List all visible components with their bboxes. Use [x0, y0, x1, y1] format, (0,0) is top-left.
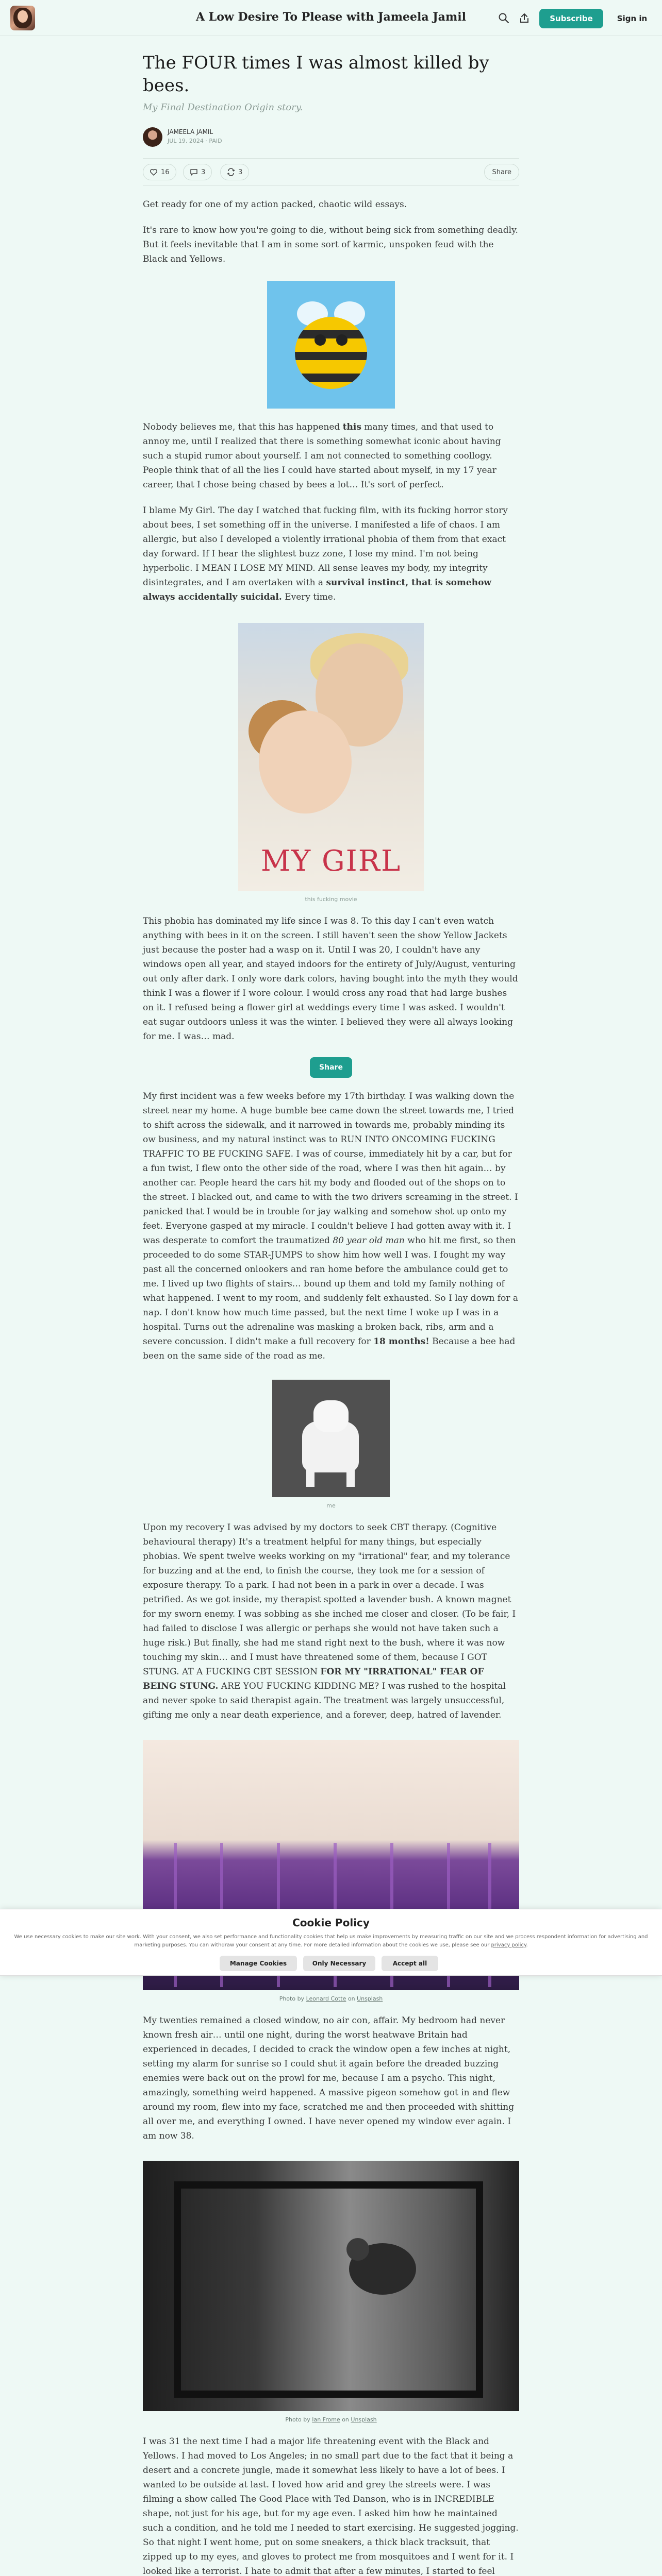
comment-count: 3	[201, 168, 206, 176]
photo-credit: Photo by Leonard Cotte on Unsplash	[279, 1995, 383, 2002]
top-bar	[0, 0, 662, 36]
heart-icon	[150, 168, 158, 176]
paragraph: This phobia has dominated my life since I was 8. To this day I can't even watch anything with bees in it on the screen. I still haven't seen the show Yellow Jackets just because the poster had a wasp on it. Until I was 20, I couldn't have any windows open all year, and stayed indoors for the entirety of July/August, venturing out only after dark. I only wore dark colors, having bought into the myth they would think I was a flower if I wore colour. I would cross any road that had large bushes on it. I refused being a flower girl at weddings every time I was asked. I wouldn't eat sugar outdoors unless it was the winter. I believed they were all always looking for me. I was… mad.	[143, 916, 518, 1042]
paragraph: Get ready for one of my action packed, chaotic wild essays.	[143, 199, 407, 210]
paragraph: I was 31 the next time I had a major life threatening event with the Black and Yellows. I had moved to Los Angeles; in no small part due to the fact that it being a desert and a concrete jungle, made it somewhat less likely to have a lot of bees. I wanted to be outside at last. I loved how arid and grey the streets were. I was filming a show called The Good Place with Ted Danson, who is in INCREDIBLE shape, not just for his age, but for my age even. I asked him how he maintained such a condition, and he told me I needed to start exercising. He suggested jogging. So that night I went home, put on some sneakers, a thick black tracksuit, that zipped up to my eyes, and gloves to protect me from mosquitoes and I went for it. I looked like a terrorist. I hate to admit that after a few minutes, I started to feel	[143, 2436, 519, 2576]
post-body	[143, 197, 519, 2576]
photographer-link[interactable]: Leonard Cotte	[306, 1995, 346, 2002]
accept-all-button[interactable]: Accept all	[382, 1956, 438, 1971]
cookie-title: Cookie Policy	[292, 1917, 370, 1929]
comment-icon	[190, 168, 198, 176]
image-caption: this fucking movie	[305, 896, 357, 903]
article	[143, 52, 519, 2576]
like-button[interactable]	[143, 164, 176, 180]
cookie-text: We use necessary cookies to make our site work. With your consent, we also set performance and functionality cookies that help us make improvements by measuring traffic on our site and we process respondent information for advertising and marketing purposes. You can withdraw your consent at any time. For more detailed information about the cookies we use, please see our privacy policy.	[14, 1934, 648, 1948]
share-icon[interactable]	[519, 12, 530, 24]
byline	[143, 122, 519, 151]
share-button-inline[interactable]: Share	[310, 1057, 352, 1078]
manage-cookies-button[interactable]: Manage Cookies	[220, 1956, 297, 1971]
unsplash-link[interactable]: Unsplash	[357, 1995, 383, 2002]
author-name[interactable]: JAMEELA JAMIL	[168, 128, 213, 135]
photo-credit: Photo by Ian Frome on Unsplash	[285, 2416, 377, 2423]
subscribe-button[interactable]: Subscribe	[539, 9, 603, 28]
like-count: 16	[161, 168, 170, 176]
share-button[interactable]: Share	[484, 164, 519, 180]
paragraph: My first incident was a few weeks before my 17th birthday. I was walking down the street near my home. A huge bumble bee came down the street towards me, I tried to shift across the sidewalk, and it narrowed in towards me, probably minding its ow business, and my natural instinct was to RUN INTO ONCOMING FUCKING TRAFFIC TO BE FUCKING SAFE. I was of course, immediately hit by a car, but for a fun twist, I flew onto the other side of the road, where I was then hit again… by another car. People heard the cars hit my body and flooded out of the shops on to the street. I blacked out, and came to with the two drivers screaming in the street. I panicked that I would be in trouble for jay walking and somehow shot up onto my feet. Everyone gasped at my miracle. I couldn't believe I had gotten away with it. I was desperate to comfort the traumatized 80 year old man who hit me first, so then proceeded to do some STAR-JUMPS to show him how well I was. I fought my way past all the concerned onlookers and ran home before the ambulance could get to me. I lived up two flights of stairs… bound up them and told my family nothing of what happened. I went to my room, and suddenly felt exhausted. So I lay down for a nap. I don't know how much time passed, but the next time I woke up I was in a hospital. Turns out the adrenaline was masking a broken back, ribs, arm and a severe concussion. I didn't make a full recovery for 18 months! Because a bee had been on the same side of the road as me.	[143, 1091, 518, 1361]
paragraph: Nobody believes me, that this has happened this many times, and that used to annoy me, until I realized that there is something somewhat iconic about having such a stupid rumor about yourself. I am not connected to something coollogy. People think that of all the lies I could have started about myself, in my 17 year career, that I chose being chased by bees a lot… It's sort of perfect.	[143, 422, 501, 490]
privacy-policy-link[interactable]: privacy policy	[491, 1942, 526, 1948]
signin-button[interactable]: Sign in	[610, 9, 654, 28]
image-caption: me	[326, 1502, 336, 1509]
photographer-link[interactable]: Ian Frome	[312, 2416, 340, 2423]
post-actions	[143, 158, 519, 186]
cookie-banner	[0, 1909, 662, 1976]
author-avatar[interactable]	[143, 127, 162, 147]
search-icon[interactable]	[498, 12, 509, 24]
restack-count: 3	[238, 168, 243, 176]
publication-title[interactable]: A Low Desire To Please with Jameela Jamil	[196, 10, 466, 24]
post-title: The FOUR times I was almost killed by bees.	[143, 53, 489, 96]
paragraph: I blame My Girl. The day I watched that fucking film, with its fucking horror story about bees, I set something off in the universe. I manifested a life of chaos. I am allergic, but also I developed a violently irrational phobia of them from that exact day forward. If I hear the slightest buzz zone, I lose my mind. I'm not being hyperbolic. I MEAN I LOSE MY MIND. All sense leaves my body, my integrity disintegrates, and I am overtaken with a survival instinct, that is somehow always accidentally suicidal. Every time.	[143, 505, 508, 602]
post-date: JUL 19, 2024 · PAID	[168, 138, 222, 144]
restack-button[interactable]	[220, 164, 249, 180]
poster-title: MY GIRL	[260, 844, 402, 878]
paragraph: Upon my recovery I was advised by my doctors to seek CBT therapy. (Cognitive behavioural therapy) It's a treatment helpful for many things, but especially phobias. We spent twelve weeks working on my "irrational" fear, and my tolerance for buzzing and at the end, to finish the course, they took me for a session of exposure therapy. To a park. I had not been in a park in over a decade. I was petrified. As we got inside, my therapist spotted a lavender bush. A known magnet for my sworn enemy. I was sobbing as she inched me closer and closer. (To be fair, I had failed to disclose I was allergic or perhaps she would not have taken such a huge risk.) But finally, she had me stand right next to the bush, where it was now touching my skin… and I must have threatened some of them, because I GOT STUNG. AT A FUCKING CBT SESSION FOR MY "IRRATIONAL" FEAR OF BEING STUNG. ARE YOU FUCKING KIDDING ME? I was rushed to the hospital and never spoke to said therapist again. The treatment was largely unsuccessful, gifting me only a near death experience, and a forever, deep, hatred of lavender.	[143, 1522, 516, 1720]
comment-button[interactable]	[183, 164, 212, 180]
dog-figurine-image[interactable]	[272, 1380, 390, 1497]
paragraph: It's rare to know how you're going to die, without being sick from something deadly. But it feels inevitable that I am in some sort of karmic, unspoken feud with the Black and Yellows.	[143, 225, 518, 264]
unsplash-link[interactable]: Unsplash	[351, 2416, 377, 2423]
post-subtitle: My Final Destination Origin story.	[143, 102, 303, 113]
only-necessary-button[interactable]: Only Necessary	[303, 1956, 375, 1971]
my-girl-poster-image[interactable]	[238, 623, 424, 891]
restack-icon	[227, 168, 235, 176]
paragraph: My twenties remained a closed window, no air con, affair. My bedroom had never known fresh air… until one night, during the worst heatwave Britain had experienced in decades, I decided to crack the window open a few inches at night, setting my alarm for sunrise so I could shut it again before the dreaded buzzing enemies were back out on the prowl for me, because I am a psycho. This night, amazingly, something weird happened. A massive pigeon somehow got in and flew around my room, flew into my face, scratched me and then proceeded with shitting all over me, and everything I owned. I have never opened my window ever again. I am now 38.	[143, 2015, 515, 2141]
pigeon-window-image[interactable]	[143, 2161, 519, 2411]
bee-cartoon-image[interactable]	[267, 281, 395, 409]
